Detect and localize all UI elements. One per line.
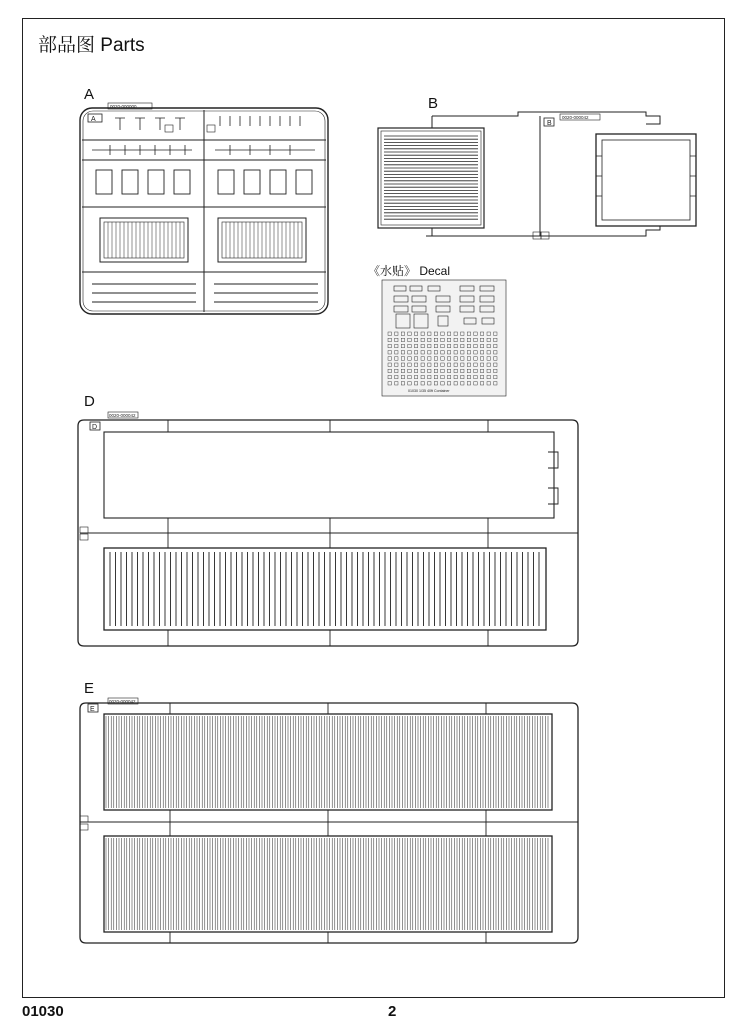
product-code: 01030 — [22, 1003, 64, 1020]
sprue-e-label: E — [84, 680, 95, 697]
sprue-d — [78, 412, 578, 646]
sprue-e-tag: E — [90, 706, 95, 713]
decal-sheet — [382, 280, 506, 396]
sprue-a — [80, 103, 328, 314]
sprue-d-tag: D — [92, 424, 98, 431]
decal-caption: 01030 1/35 40ft Container — [408, 389, 450, 393]
sprue-a-tag: A — [91, 116, 96, 123]
decal-title: 《水贴》 Decal — [368, 264, 451, 278]
sprue-a-code: 0020-000000 — [110, 104, 137, 109]
page-number: 2 — [388, 1003, 397, 1020]
sprue-d-label: D — [84, 393, 95, 410]
sprue-b — [378, 112, 696, 239]
sprue-b-code: 0020-000042 — [562, 115, 589, 120]
sprue-e-code: 0020-000042 — [109, 699, 136, 704]
sprue-b-tag: B — [547, 120, 552, 127]
sprue-b-label: B — [428, 95, 439, 112]
sprue-e — [80, 698, 578, 943]
sprue-a-label: A — [84, 86, 95, 103]
sprue-d-code: 0020-000042 — [109, 413, 136, 418]
page-title: 部品图 Parts — [38, 35, 145, 56]
